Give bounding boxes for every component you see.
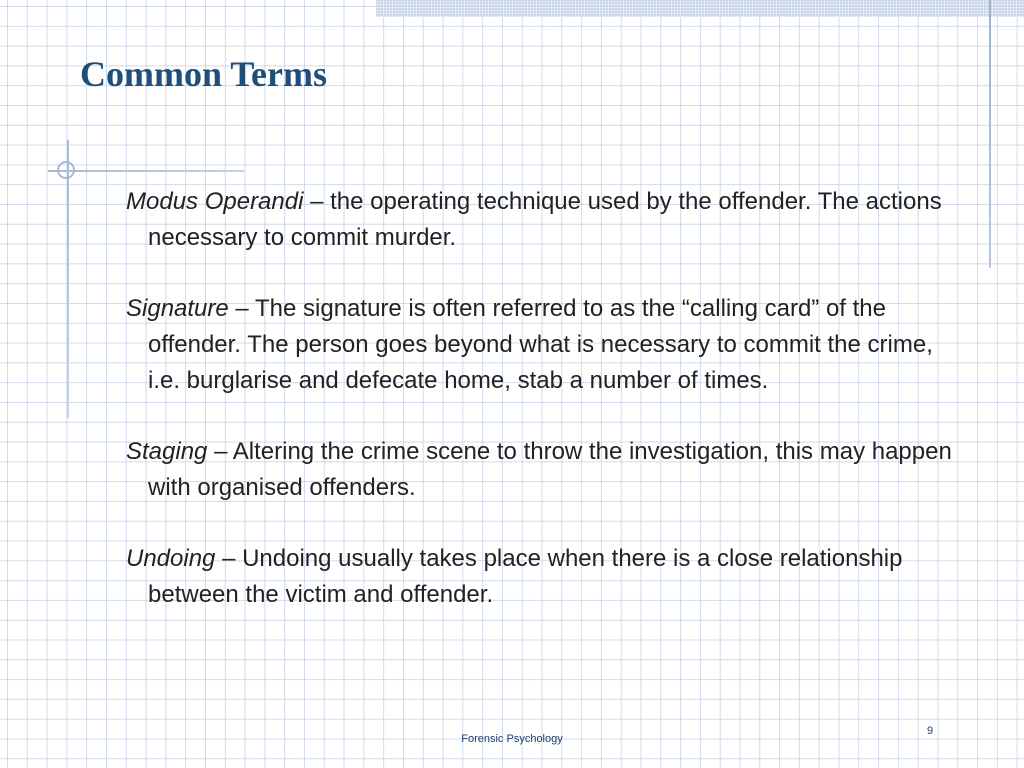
term-label: Modus Operandi <box>126 188 304 215</box>
horizontal-decorative-line <box>48 170 244 172</box>
term-modus-operandi <box>126 184 956 256</box>
right-decorative-line <box>989 0 991 268</box>
term-definition: – Undoing usually takes place when there is a close relationship between the victim and offender. <box>148 545 903 608</box>
slide-footer: Forensic Psychology <box>461 733 563 745</box>
term-signature <box>126 291 956 399</box>
circle-decoration <box>57 161 75 179</box>
terms-list <box>126 184 956 648</box>
term-undoing <box>126 541 956 613</box>
left-decorative-line <box>67 140 69 418</box>
slide-title: Common Terms <box>80 54 328 94</box>
term-definition: – the operating technique used by the offender. The actions necessary to commit murder. <box>148 188 942 251</box>
term-label: Signature <box>126 295 229 322</box>
term-definition: – The signature is often referred to as the “calling card” of the offender. The person goes beyond what is necessary to commit the crime, i.e. burglarise and defecate home, stab a number of times. <box>148 295 933 394</box>
term-definition: – Altering the crime scene to throw the investigation, this may happen with organised offenders. <box>148 438 952 501</box>
top-decorative-band <box>376 0 1024 17</box>
term-label: Undoing <box>126 545 216 572</box>
page-number: 9 <box>927 725 934 737</box>
term-label: Staging <box>126 438 208 465</box>
term-staging <box>126 434 956 506</box>
